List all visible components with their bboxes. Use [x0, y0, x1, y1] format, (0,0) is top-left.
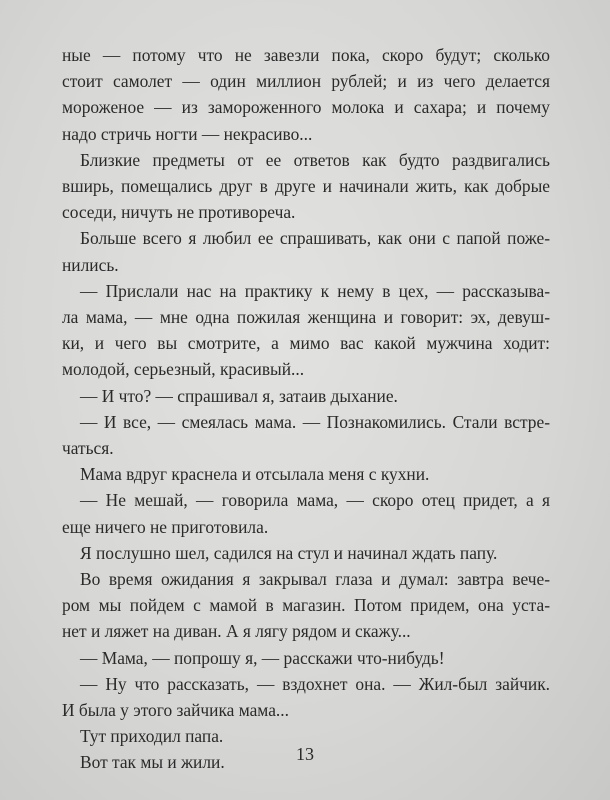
text-line: мороженое — из замороженного молока и сахара; и почему	[62, 97, 550, 118]
text-line: чаться.	[62, 438, 114, 459]
text-line: — И все, — смеялась мама. — Познакомились. Стали встре-	[80, 411, 550, 432]
text-line: ные — потому что не завезли пока, скоро будут; сколько	[62, 45, 550, 65]
text-line: Вот так мы и жили.	[80, 752, 225, 773]
text-line: соседи, ничуть не противореча.	[62, 202, 296, 223]
text-line: Больше всего я любил ее спрашивать, как они с папой поже-	[80, 228, 550, 249]
text-line: нет и ляжет на диван. А я лягу рядом и скажу...	[62, 621, 411, 642]
body-text	[62, 42, 550, 776]
text-line: — Прислали нас на практику к нему в цех, — рассказыва-	[80, 280, 550, 301]
text-line: — Ну что рассказать, — вздохнет она. — Жил-был зайчик.	[80, 673, 550, 694]
text-line: Тут приходил папа.	[80, 726, 224, 747]
text-line: Мама вдруг краснела и отсылала меня с кухни.	[80, 464, 430, 485]
text-line: стоит самолет — один миллион рублей; и из чего делается	[62, 71, 550, 92]
text-line: Я послушно шел, садился на стул и начинал ждать папу.	[80, 542, 498, 563]
text-line: еще ничего не приготовила.	[62, 516, 269, 537]
text-line: ки, и чего вы смотрите, а мимо вас какой мужчина ходит:	[62, 333, 550, 354]
text-line: молодой, серьезный, красивый...	[62, 359, 305, 380]
text-line: Близкие предметы от ее ответов как будто раздвигались	[80, 149, 550, 170]
text-line: нились.	[62, 254, 119, 275]
text-line: Во время ожидания я закрывал глаза и думал: завтра вече-	[80, 569, 550, 590]
text-line: — И что? — спрашивал я, затаив дыхание.	[80, 385, 398, 406]
text-line: вширь, помещались друг в друге и начинали жить, как добрые	[62, 176, 550, 197]
text-line: ла мама, — мне одна пожилая женщина и говорит: эх, девуш-	[62, 307, 550, 328]
text-line: — Не мешай, — говорила мама, — скоро отец придет, а я	[80, 490, 550, 511]
text-line: И была у этого зайчика мама...	[62, 700, 289, 721]
page-number: 13	[296, 744, 314, 764]
text-line: — Мама, — попрошу я, — расскажи что-нибудь!	[80, 647, 445, 668]
text-line: надо стричь ногти — некрасиво...	[62, 123, 313, 144]
text-line: ром мы пойдем с мамой в магазин. Потом придем, она уста-	[62, 595, 550, 616]
